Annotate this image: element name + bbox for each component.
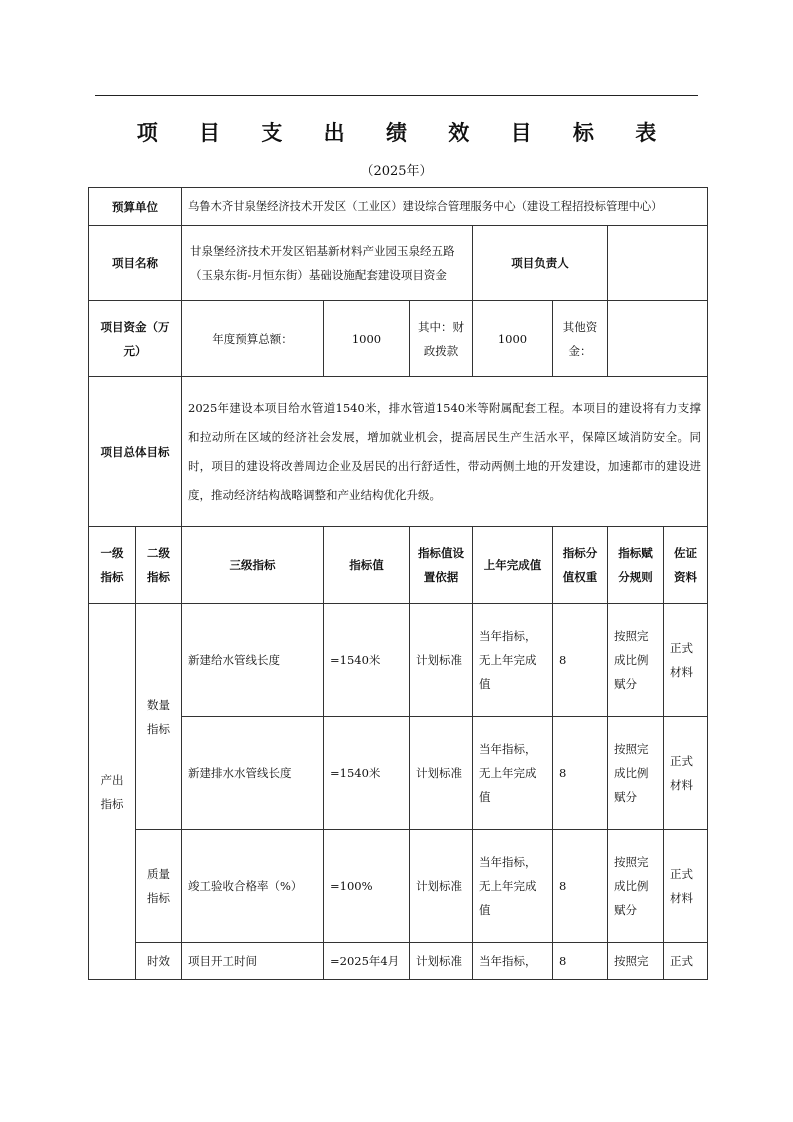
indicator-row <box>89 943 708 980</box>
overall-goal-label: 项目总体目标 <box>89 377 182 527</box>
other-funds-value <box>608 301 708 377</box>
header-setting-basis: 指标值设置依据 <box>410 527 473 604</box>
overall-goal-text: 2025年建设本项目给水管道1540米，排水管道1540米等附属配套工程。本项目的建设将有力支撑和拉动所在区域的经济社会发展，增加就业机会，提高居民生产生活水平，保障区域消防安全。同时，项目的建设将改善周边企业及居民的出行舒适性，带动两侧土地的开发建设，加速都市的建设进度，推动经济结构战略调整和产业结构优化升级。 <box>182 377 708 527</box>
indicator-row <box>89 830 708 943</box>
project-funds-row <box>89 301 708 377</box>
indicator-last-year: 当年指标，无上年完成值 <box>473 717 553 830</box>
indicator-value: =1540米 <box>324 717 410 830</box>
overall-goal-row <box>89 377 708 527</box>
indicator-name: 新建排水水管线长度 <box>182 717 324 830</box>
project-funds-label: 项目资金（万元） <box>89 301 182 377</box>
header-target-value: 指标值 <box>324 527 410 604</box>
indicator-value: =1540米 <box>324 604 410 717</box>
indicator-value: =2025年4月 <box>324 943 410 980</box>
indicator-last-year: 当年指标，无上年完成值 <box>473 830 553 943</box>
indicator-evidence: 正式材料 <box>664 604 708 717</box>
header-level2: 二级指标 <box>136 527 182 604</box>
indicator-basis: 计划标准 <box>410 830 473 943</box>
indicator-last-year: 当年指标，无上年完成值 <box>473 604 553 717</box>
budget-unit-row <box>89 188 708 226</box>
annual-budget-label: 年度预算总额： <box>182 301 324 377</box>
performance-target-table <box>88 187 708 980</box>
indicator-evidence: 正式材料 <box>664 830 708 943</box>
header-weight: 指标分值权重 <box>553 527 608 604</box>
indicator-weight: 8 <box>553 717 608 830</box>
indicator-row <box>89 604 708 717</box>
indicator-weight: 8 <box>553 830 608 943</box>
header-last-year: 上年完成值 <box>473 527 553 604</box>
level2-quantity: 数量指标 <box>136 604 182 830</box>
indicator-evidence: 正式材料 <box>664 717 708 830</box>
fiscal-allocation-value: 1000 <box>473 301 553 377</box>
indicator-rule: 按照完成比例赋分 <box>608 717 664 830</box>
project-name-value: 甘泉堡经济技术开发区铝基新材料产业园玉泉经五路（玉泉东街-月恒东街）基础设施配套建设项目资金 <box>182 226 473 301</box>
header-level3: 三级指标 <box>182 527 324 604</box>
indicator-value: =100% <box>324 830 410 943</box>
indicator-rule: 按照完成比例赋分 <box>608 830 664 943</box>
indicator-row <box>89 717 708 830</box>
header-scoring-rule: 指标赋分规则 <box>608 527 664 604</box>
indicator-basis: 计划标准 <box>410 717 473 830</box>
indicator-name: 项目开工时间 <box>182 943 324 980</box>
indicator-header-row <box>89 527 708 604</box>
indicator-basis: 计划标准 <box>410 943 473 980</box>
indicator-weight: 8 <box>553 943 608 980</box>
project-owner-label: 项目负责人 <box>473 226 608 301</box>
indicator-name: 竣工验收合格率（%） <box>182 830 324 943</box>
level2-quality: 质量指标 <box>136 830 182 943</box>
indicator-last-year: 当年指标， <box>473 943 553 980</box>
indicator-evidence: 正式 <box>664 943 708 980</box>
indicator-weight: 8 <box>553 604 608 717</box>
year-subtitle: （2025年） <box>360 164 433 179</box>
top-rule <box>95 95 698 96</box>
other-funds-label: 其他资金： <box>553 301 608 377</box>
project-owner-value <box>608 226 708 301</box>
annual-budget-value: 1000 <box>324 301 410 377</box>
budget-unit-value: 乌鲁木齐甘泉堡经济技术开发区（工业区）建设综合管理服务中心（建设工程招投标管理中心） <box>182 188 708 226</box>
page-title: 项 目 支 出 绩 效 目 标 表 <box>136 121 674 145</box>
indicator-name: 新建给水管线长度 <box>182 604 324 717</box>
budget-unit-label: 预算单位 <box>89 188 182 226</box>
fiscal-allocation-label: 其中：财政拨款 <box>410 301 473 377</box>
project-name-row <box>89 226 708 301</box>
header-level1: 一级指标 <box>89 527 136 604</box>
header-evidence: 佐证资料 <box>664 527 708 604</box>
project-name-label: 项目名称 <box>89 226 182 301</box>
indicator-rule: 按照完 <box>608 943 664 980</box>
indicator-rule: 按照完成比例赋分 <box>608 604 664 717</box>
level1-indicator: 产出指标 <box>89 604 136 980</box>
indicator-basis: 计划标准 <box>410 604 473 717</box>
level2-timeliness: 时效 <box>136 943 182 980</box>
